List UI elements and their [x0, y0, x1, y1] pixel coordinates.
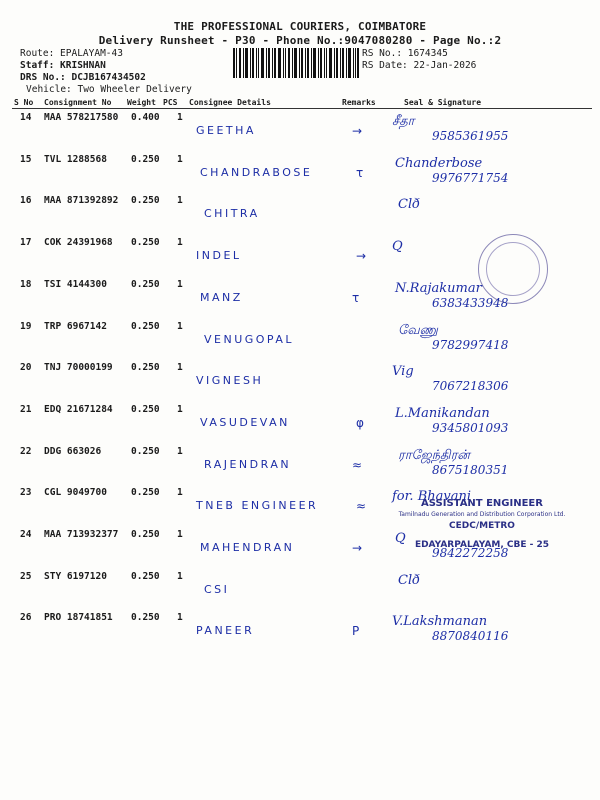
row-consignee: CHITRA: [204, 207, 260, 220]
header-rule: [12, 108, 592, 109]
row-weight: 0.250: [131, 404, 160, 415]
row-consignee: PANEER: [196, 624, 255, 637]
rs-number: RS No.: 1674345: [362, 48, 448, 59]
row-phone: 8870840116: [432, 629, 509, 643]
row-signature: L.Manikandan: [395, 406, 490, 421]
drs-label: DRS No.: DCJB167434502: [20, 72, 146, 83]
row-consignment: MAA 871392892: [44, 195, 119, 206]
row-phone: 9585361955: [432, 129, 509, 143]
row-signature: Chanderbose: [395, 156, 483, 171]
row-consignment: TRP 6967142: [44, 321, 107, 332]
row-consignment: PRO 18741851: [44, 612, 113, 623]
row-pcs: 1: [177, 404, 183, 415]
row-signature: Clð: [398, 573, 420, 588]
row-consignee: GEETHA: [196, 124, 256, 137]
row-remark: τ: [356, 166, 364, 180]
row-consignee: INDEL: [196, 249, 242, 262]
row-signature: ராஜேந்திரன்: [398, 448, 470, 463]
row-pcs: 1: [177, 195, 183, 206]
row-remark: ≈: [356, 499, 367, 513]
row-weight: 0.250: [131, 321, 160, 332]
row-pcs: 1: [177, 237, 183, 248]
row-signature: for. Bhavani: [392, 489, 471, 504]
row-weight: 0.250: [131, 154, 160, 165]
stamp-org: Tamilnadu Generation and Distribution Corporation Ltd.: [398, 511, 566, 518]
row-pcs: 1: [177, 112, 183, 123]
row-phone: 6383433948: [432, 296, 509, 310]
rs-date: RS Date: 22-Jan-2026: [362, 60, 477, 71]
row-pcs: 1: [177, 362, 183, 373]
row-sno: 22: [20, 446, 32, 457]
runsheet-subtitle: Delivery Runsheet - P30 - Phone No.:9047080280 - Page No.:2: [98, 34, 502, 47]
row-phone: 9976771754: [432, 171, 509, 185]
row-consignment: TVL 1288568: [44, 154, 107, 165]
row-pcs: 1: [177, 487, 183, 498]
row-weight: 0.400: [131, 112, 160, 123]
row-pcs: 1: [177, 279, 183, 290]
row-remark: P: [352, 624, 360, 638]
row-sno: 18: [20, 279, 32, 290]
company-title: THE PROFESSIONAL COURIERS, COIMBATORE: [173, 20, 427, 33]
row-pcs: 1: [177, 446, 183, 457]
row-weight: 0.250: [131, 529, 160, 540]
row-weight: 0.250: [131, 362, 160, 373]
row-pcs: 1: [177, 571, 183, 582]
row-consignment: COK 24391968: [44, 237, 113, 248]
row-consignee: MAHENDRAN: [200, 541, 295, 554]
row-phone: 9782997418: [432, 338, 509, 352]
row-weight: 0.250: [131, 612, 160, 623]
col-weight: Weight: [127, 98, 156, 107]
row-signature: N.Rajakumar: [395, 281, 482, 296]
row-sno: 24: [20, 529, 32, 540]
row-consignment: TSI 4144300: [44, 279, 107, 290]
row-consignment: EDQ 21671284: [44, 404, 113, 415]
row-pcs: 1: [177, 529, 183, 540]
row-signature: V.Lakshmanan: [392, 614, 488, 629]
staff-label: Staff: KRISHNAN: [20, 60, 106, 71]
stamp-division: CEDC/METRO: [449, 521, 515, 531]
row-phone: 9345801093: [432, 421, 509, 435]
route-label: Route: EPALAYAM-43: [20, 48, 123, 59]
stamp-round-inner: [486, 242, 540, 296]
row-remark: τ: [352, 291, 360, 305]
row-remark: φ: [356, 416, 364, 430]
row-consignee: CSI: [204, 583, 230, 596]
row-pcs: 1: [177, 612, 183, 623]
row-weight: 0.250: [131, 487, 160, 498]
row-weight: 0.250: [131, 571, 160, 582]
col-remarks: Remarks: [342, 98, 376, 107]
col-seal: Seal & Signature: [404, 98, 482, 107]
row-remark: →: [352, 541, 363, 555]
row-signature: Q: [392, 239, 403, 254]
row-consignee: VENUGOPAL: [204, 333, 295, 346]
row-phone: 9842272258: [432, 546, 509, 560]
row-signature: Vig: [392, 364, 414, 379]
row-pcs: 1: [177, 321, 183, 332]
row-phone: 8675180351: [432, 463, 509, 477]
col-consignment: Consignment No: [44, 98, 112, 107]
row-consignee: RAJENDRAN: [204, 458, 292, 471]
row-sno: 16: [20, 195, 32, 206]
row-sno: 20: [20, 362, 32, 373]
row-pcs: 1: [177, 154, 183, 165]
row-weight: 0.250: [131, 279, 160, 290]
row-sno: 19: [20, 321, 32, 332]
row-sno: 15: [20, 154, 32, 165]
row-consignee: TNEB ENGINEER: [196, 499, 319, 512]
row-phone: 7067218306: [432, 379, 509, 393]
row-remark: →: [352, 124, 363, 138]
row-signature: Clð: [398, 197, 420, 212]
row-remark: ≈: [352, 458, 363, 472]
col-pcs: PCS: [163, 98, 178, 107]
row-sno: 26: [20, 612, 32, 623]
row-consignment: MAA 578217580: [44, 112, 119, 123]
row-consignment: MAA 713932377: [44, 529, 119, 540]
col-sno: S No: [14, 98, 34, 107]
row-sno: 21: [20, 404, 32, 415]
row-signature: சீதா: [392, 114, 415, 129]
stamp-title: ASSISTANT ENGINEER: [421, 498, 543, 509]
col-consignee: Consignee Details: [189, 98, 271, 107]
row-consignment: TNJ 70000199: [44, 362, 113, 373]
row-remark: →: [356, 249, 367, 263]
row-weight: 0.250: [131, 237, 160, 248]
row-signature: Q: [395, 531, 406, 546]
row-sno: 25: [20, 571, 32, 582]
row-weight: 0.250: [131, 195, 160, 206]
vehicle-label: Vehicle: Two Wheeler Delivery: [26, 84, 192, 95]
row-signature: வேணு: [398, 323, 438, 338]
row-consignee: VIGNESH: [196, 374, 264, 387]
stamp-place: EDAYARPALAYAM, CBE - 25: [414, 540, 550, 550]
row-consignment: STY 6197120: [44, 571, 107, 582]
row-consignment: CGL 9049700: [44, 487, 107, 498]
row-sno: 17: [20, 237, 32, 248]
barcode: [233, 48, 359, 78]
row-consignment: DDG 663026: [44, 446, 102, 457]
row-consignee: MANZ: [200, 291, 243, 304]
row-consignee: CHANDRABOSE: [200, 166, 313, 179]
row-consignee: VASUDEVAN: [200, 416, 290, 429]
row-weight: 0.250: [131, 446, 160, 457]
row-sno: 23: [20, 487, 32, 498]
row-sno: 14: [20, 112, 32, 123]
